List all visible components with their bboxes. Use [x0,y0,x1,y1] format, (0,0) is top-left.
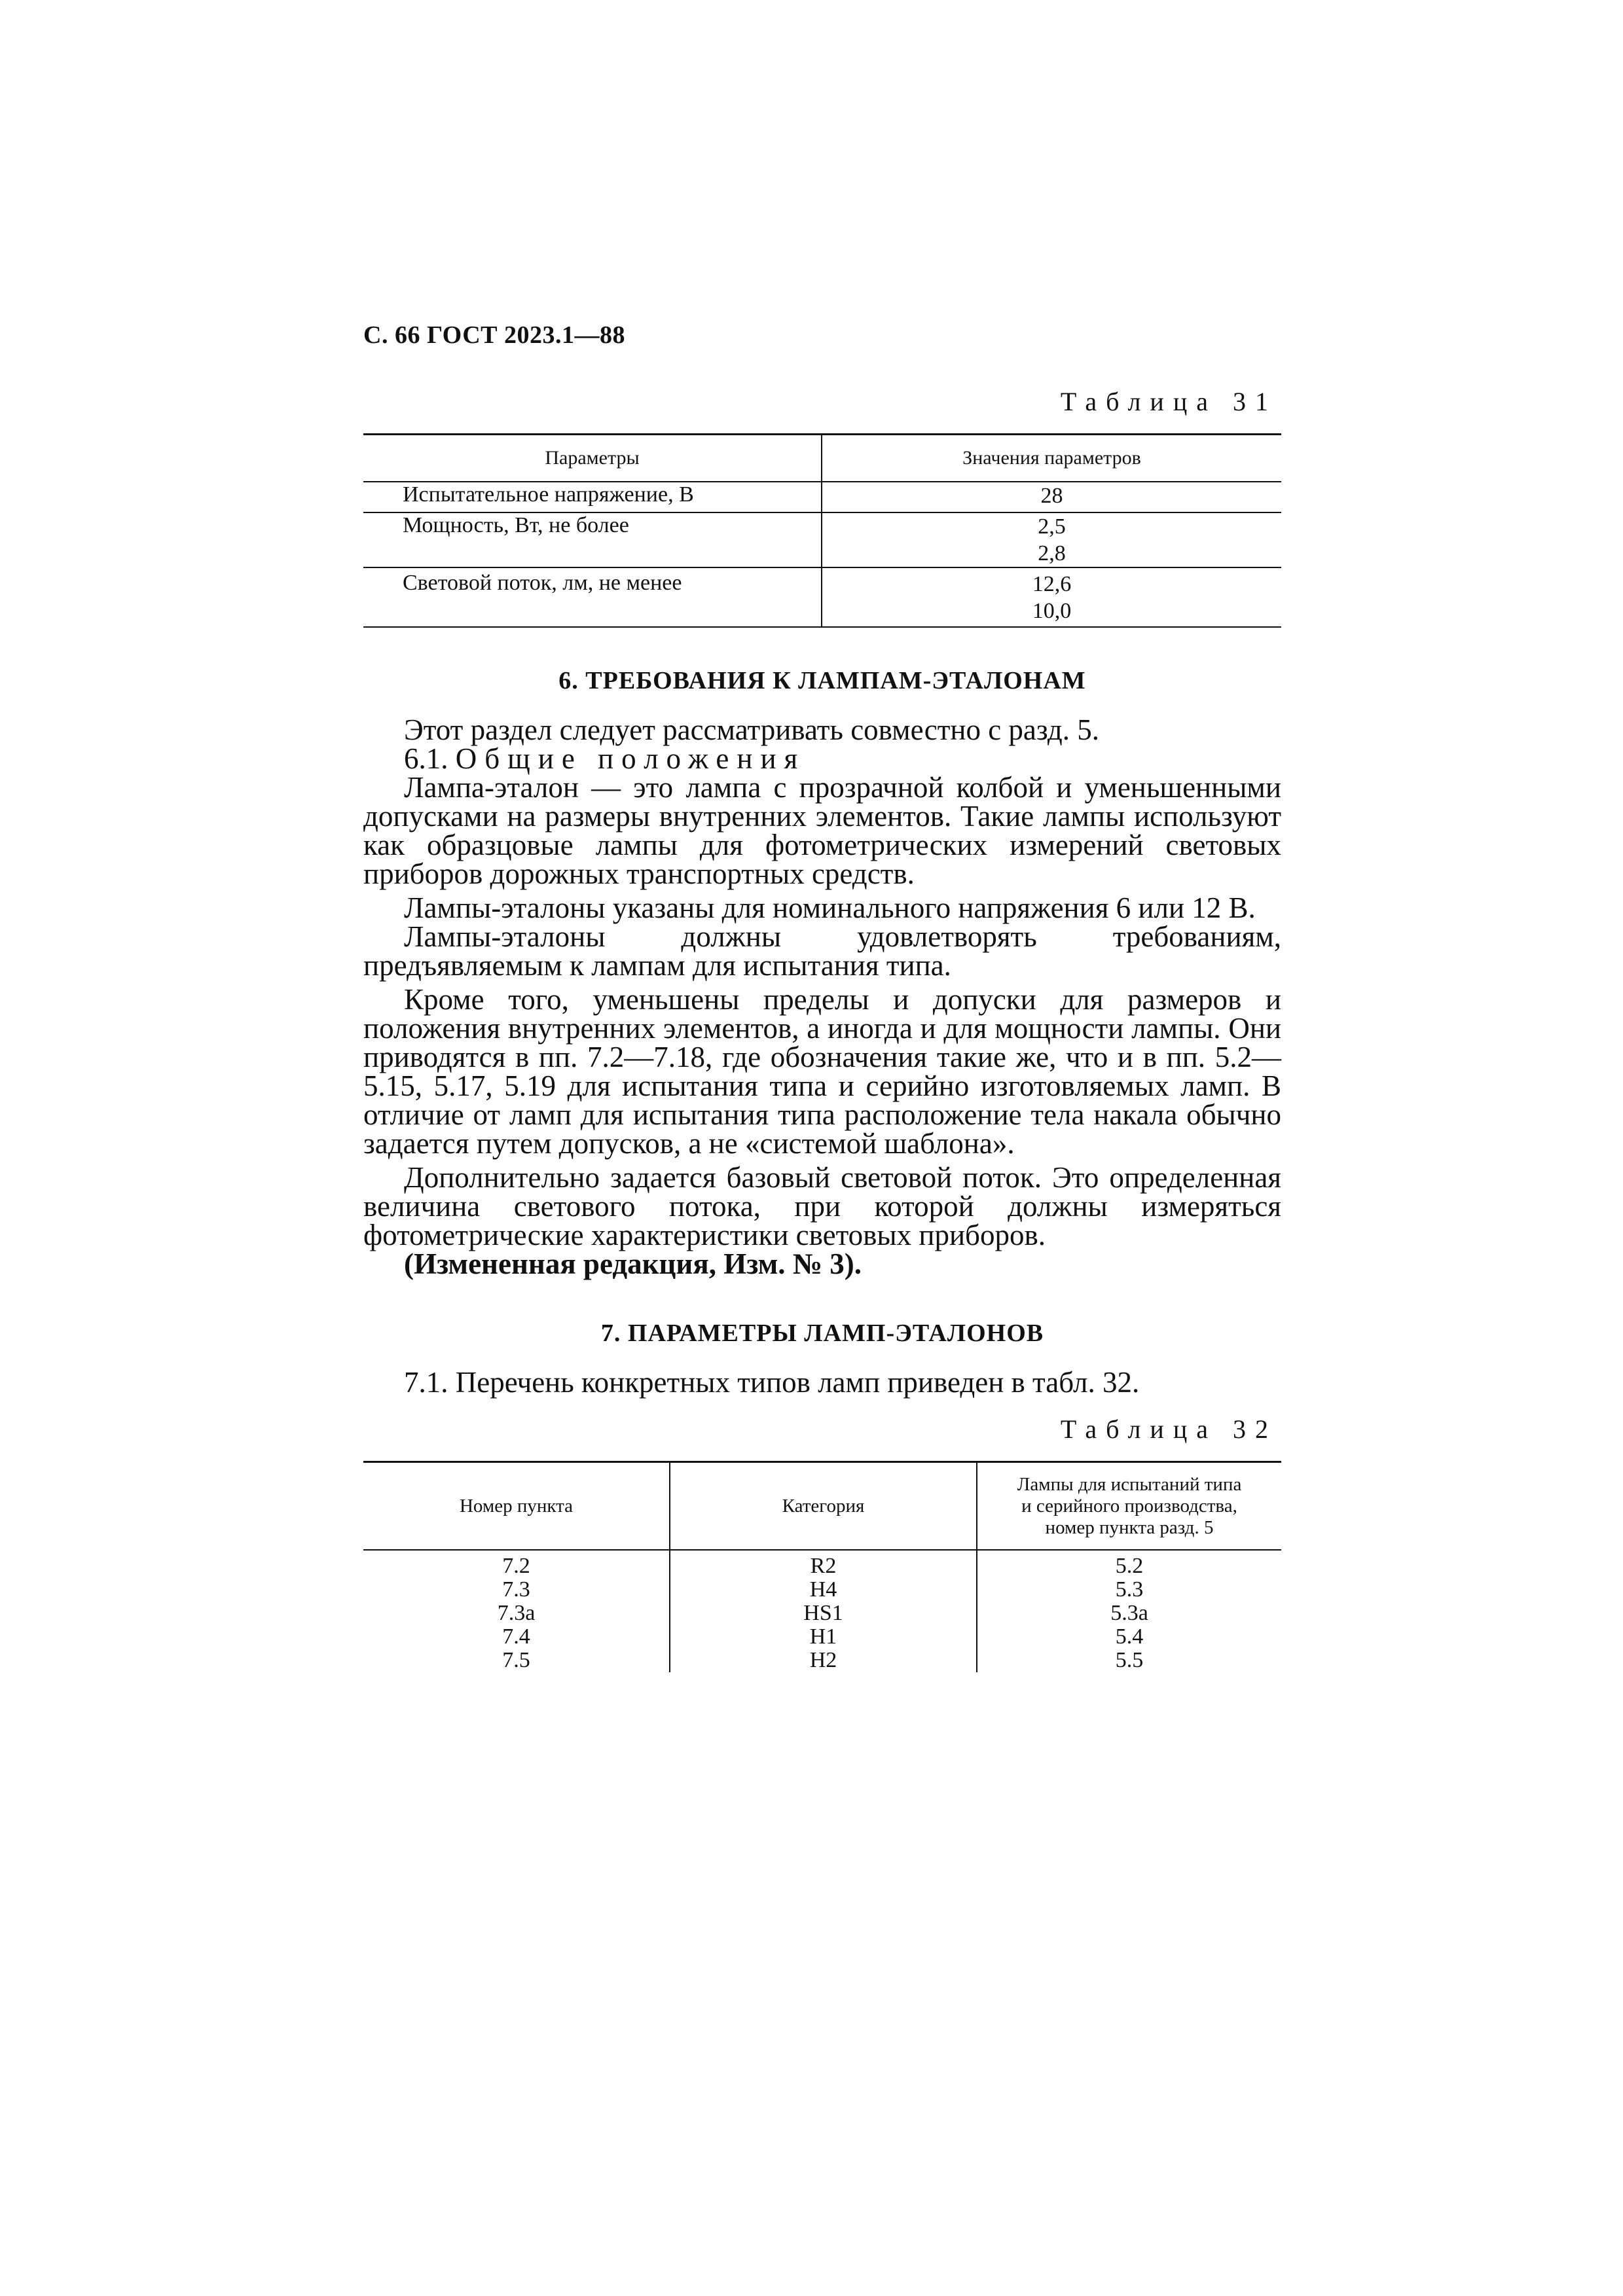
table-row [363,1649,1281,1672]
value-cell: 12,6 [1032,572,1072,596]
category-cell: H4 [670,1578,977,1602]
paragraph: Кроме того, уменьшены пределы и допуски для размеров и положения внутренних элементов, а иногда и для мощности лампы. Они приводятся в пп. 7.2—7.18, где обозначения такие же, что и в пп. 5.2—5.15, 5.17, 5.19 для испытания типа и серийно изготовляемых ламп. В отличие от ламп для испытания типа расположение тела накала обычно задается путем допусков, а не «системой шаблона». [363,983,1281,1160]
col-lamps-line-3: номер пункта разд. 5 [1045,1516,1214,1538]
subsection-heading [363,744,1281,773]
table-31-col-params: Параметры [363,435,822,482]
table-31-col-values: Значения параметров [822,435,1281,482]
paragraph: Лампа-эталон — это лампа с прозрачной колбой и уменьшенными допусками на размеры внутренних элементов. Такие лампы используют как образцовые лампы для фотометрических измерений световых приборов дорожных транспортных средств. [363,771,1281,890]
num-cell: 7.2 [363,1550,670,1578]
section-7-title: 7. ПАРАМЕТРЫ ЛАМП-ЭТАЛОНОВ [600,1319,1044,1347]
paragraph: Лампы-эталоны должны удовлетворять требованиям, предъявляемым к лампам для испытания типа. [363,920,1281,982]
table-row [363,482,1281,512]
section-6-title: 6. ТРЕБОВАНИЯ К ЛАМПАМ-ЭТАЛОНАМ [558,667,1086,694]
subsection-number: 6.1. [404,742,448,775]
category-cell: H2 [670,1649,977,1672]
page-header: С. 66 ГОСТ 2023.1—88 [363,321,625,349]
category-cell: R2 [670,1550,977,1578]
col-lamps-line-2: и серийного производства, [1021,1495,1237,1516]
table-row [363,1602,1281,1625]
subsection-title: Общие положения [455,742,806,775]
table-32-caption: Таблица 32 [1060,1414,1277,1444]
table-31-caption: Таблица 31 [1060,387,1277,416]
table-row [363,1625,1281,1649]
num-cell: 7.3а [363,1602,670,1625]
param-cell: Мощность, Вт, не более [363,512,822,567]
paragraph: Этот раздел следует рассматривать совместно с разд. 5. [404,713,1100,746]
section-7-body [363,1368,1281,1397]
value-cell: 2,8 [1038,541,1066,565]
col-lamps-line-1: Лампы для испытаний типа [1017,1473,1242,1495]
table-31 [363,433,1281,628]
table-row [363,512,1281,567]
ref-cell: 5.3 [1115,1577,1144,1602]
num-cell: 7.3 [363,1578,670,1602]
num-cell: 7.5 [363,1649,670,1672]
paragraph: Дополнительно задается базовый световой поток. Это определенная величина светового потока, при которой должны измеряться фотометрические характеристики световых приборов. [363,1161,1281,1251]
table-32-col-category: Категория [670,1462,977,1551]
value-cell: 2,5 [1038,514,1066,539]
amendment-note: (Измененная редакция, Изм. № 3). [404,1247,862,1280]
table-32 [363,1461,1281,1672]
table-32-col-number: Номер пункта [363,1462,670,1551]
num-cell: 7.4 [363,1625,670,1649]
ref-cell: 5.4 [1115,1624,1144,1649]
table-row [363,567,1281,627]
ref-cell: 5.2 [1115,1554,1144,1578]
paragraph: 7.1. Перечень конкретных типов ламп приведен в табл. 32. [404,1366,1140,1399]
paragraph: Лампы-эталоны указаны для номинального напряжения 6 или 12 В. [404,891,1256,924]
ref-cell: 5.5 [1115,1648,1144,1672]
category-cell: HS1 [670,1602,977,1625]
table-row [363,1578,1281,1602]
param-cell: Испытательное напряжение, В [363,482,822,512]
param-cell: Световой поток, лм, не менее [363,567,822,627]
table-row [363,1550,1281,1578]
section-6-body [363,715,1281,1278]
table-32-col-lamps [977,1462,1281,1551]
category-cell: H1 [670,1625,977,1649]
ref-cell: 5.3а [1110,1601,1148,1625]
value-cell: 28 [1040,484,1063,508]
value-cell: 10,0 [1032,599,1072,623]
